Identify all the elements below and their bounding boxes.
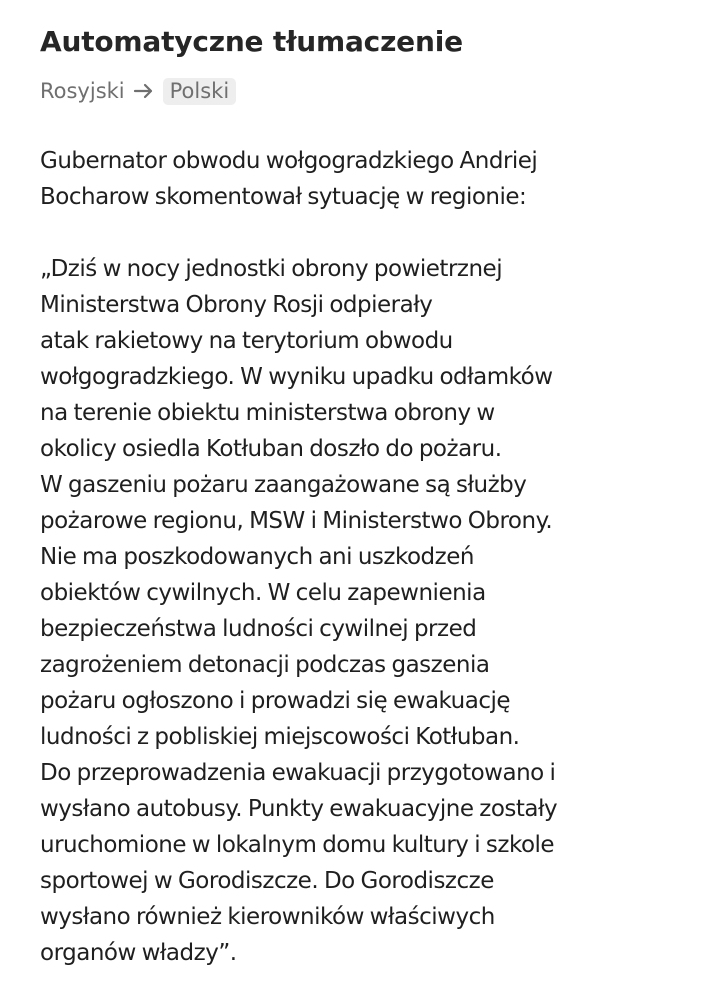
language-pair: [40, 76, 680, 106]
text-line: pożarowe regionu, MSW i Ministerstwo Obrony.: [40, 508, 553, 534]
text-line: bezpieczeństwa ludności cywilnej przed: [40, 616, 477, 642]
text-line: Bocharow skomentował sytuację w regionie:: [40, 184, 527, 210]
page-title: Automatyczne tłumaczenie: [40, 25, 463, 58]
text-line: wysłano również kierowników właściwych: [40, 904, 495, 930]
text-line: organów władzy”.: [40, 940, 237, 966]
text-line: okolicy osiedla Kotłuban doszło do pożaru.: [40, 436, 502, 462]
arrow-right-icon: [133, 82, 155, 100]
text-line: ludności z pobliskiej miejscowości Kotłuban.: [40, 724, 520, 750]
text-line: wysłano autobusy. Punkty ewakuacyjne zostały: [40, 796, 558, 822]
text-line: zagrożeniem detonacji podczas gaszenia: [40, 652, 490, 678]
text-line: Ministerstwa Obrony Rosji odpierały: [40, 292, 433, 318]
text-line: wołgogradzkiego. W wyniku upadku odłamków: [40, 364, 553, 390]
text-line: Nie ma poszkodowanych ani uszkodzeń: [40, 544, 474, 570]
text-line: W gaszeniu pożaru zaangażowane są służby: [40, 472, 527, 498]
text-line: pożaru ogłoszono i prowadzi się ewakuację: [40, 688, 511, 714]
text-line: Do przeprowadzenia ewakuacji przygotowano i: [40, 760, 556, 786]
paragraph-spacer: [40, 215, 680, 251]
text-line: sportowej w Gorodiszcze. Do Gorodiszcze: [40, 868, 494, 894]
text-line: uruchomione w lokalnym domu kultury i szkole: [40, 832, 555, 858]
translated-text: [40, 143, 680, 971]
text-line: atak rakietowy na terytorium obwodu: [40, 328, 453, 354]
source-language: Rosyjski: [40, 79, 125, 103]
target-language[interactable]: Polski: [163, 78, 237, 105]
text-line: na terenie obiektu ministerstwa obrony w: [40, 400, 495, 426]
text-line: „Dziś w nocy jednostki obrony powietrznej: [40, 256, 503, 282]
text-line: obiektów cywilnych. W celu zapewnienia: [40, 580, 486, 606]
text-line: Gubernator obwodu wołgogradzkiego Andriej: [40, 148, 538, 174]
